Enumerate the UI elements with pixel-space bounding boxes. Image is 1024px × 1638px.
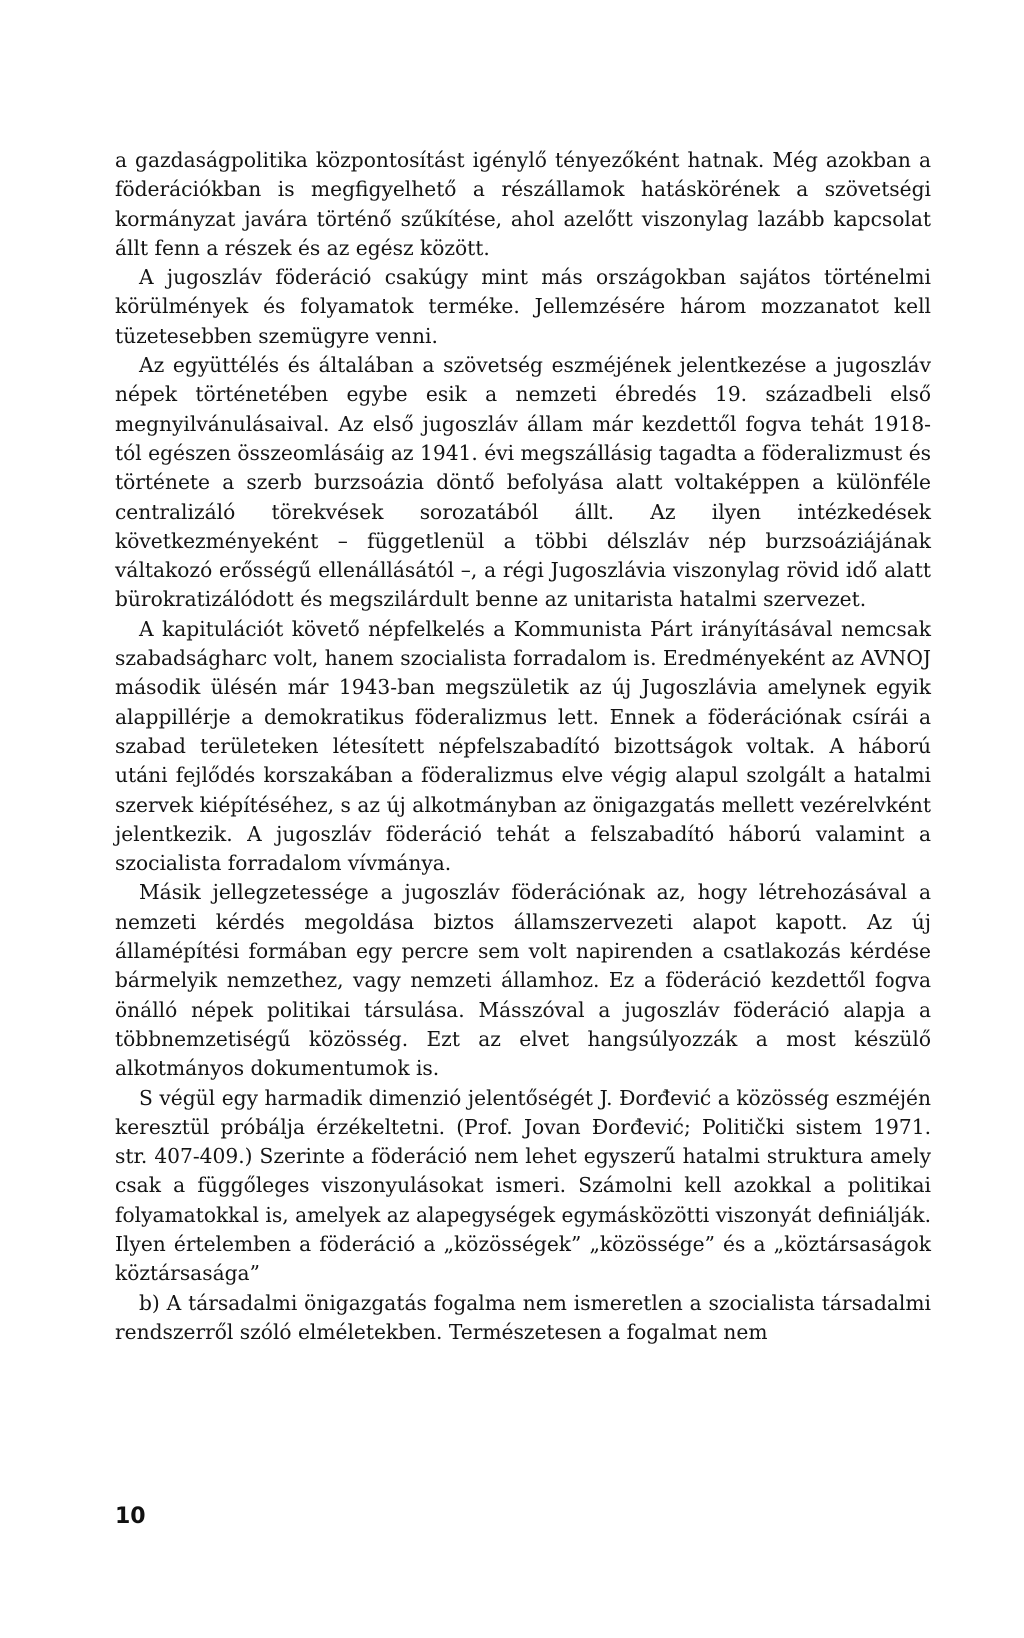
- paragraph-continuation: a gazdaságpolitika központosítást igénylő tényezőként hatnak. Még azokban a föderációkban is megfigyelhető a részállamok hatáskörének a szövetségi kormányzat javára történő szűkítése, ahol azelőtt viszonylag lazább kapcsolat állt fenn a részek és az egész között.: [115, 148, 931, 260]
- paragraph-third-dimension: S végül egy harmadik dimenzió jelentőségét J. Đorđević a közösség eszméjén keresztül próbálja érzékeltetni. (Prof. Jovan Đorđević; Politički sistem 1971. str. 407-409.) Szerinte a föderáció nem lehet egyszerű hatalmi struktura amely csak a függőleges viszonyulásokat ismeri. Számolni kell azokkal a politikai folyamatokkal is, amelyek az alapegységek egymásközötti viszonyát definiálják. Ilyen értelemben a föderáció a „közösségek” „közössége” és a „köztársaságok köztársasága”: [115, 1085, 931, 1286]
- paragraph-second-characteristic: Másik jellegzetessége a jugoszláv föderációnak az, hogy létrehozásával a nemzeti kérdés megoldása biztos államszervezeti alapot kapott. Az új államépítési formában egy percre sem volt napirenden a csatlakozás kérdése bármelyik nemzethez, vagy nemzeti államhoz. Ez a föderáció kezdettől fogva önálló népek politikai társulása. Másszóval a jugoszláv föderáció alapja a többnemzetiségű közösség. Ezt az elvet hangsúlyozzák a most készülő alkotmányos dokumentumok is.: [115, 880, 931, 1081]
- paragraph-capitulation: A kapitulációt követő népfelkelés a Kommunista Párt irányításával nemcsak szabadságharc volt, hanem szocialista forradalom is. Eredményeként az AVNOJ második ülésén már 1943-ban megszületik az új Jugoszlávia amelynek egyik alappillérje a demokratikus föderalizmus lett. Ennek a föderációnak csírái a szabad területeken létesített népfelszabadító bizottságok voltak. A háború utáni fejlődés korszakában a föderalizmus elve végig alapul szolgált a hatalmi szervek kiépítéséhez, s az új alkotmányban az önigazgatás mellett vezérelvként jelentkezik. A jugoszláv föderáció tehát a felszabadító háború valamint a szocialista forradalom vívmánya.: [115, 616, 931, 876]
- page-number: 10: [115, 1504, 146, 1529]
- body-text: [115, 146, 931, 1347]
- paragraph-yugoslav-federation: A jugoszláv föderáció csakúgy mint más országokban sajátos történelmi körülmények és folyamatok terméke. Jellemzésére három mozzanatot kell tüzetesebben szemügyre venni.: [115, 265, 931, 348]
- paragraph-self-management: b) A társadalmi önigazgatás fogalma nem ismeretlen a szocialista társadalmi rendszerről szóló elméletekben. Természetesen a fogalmat nem: [115, 1290, 931, 1344]
- paragraph-coexistence: Az együttélés és általában a szövetség eszméjének jelentkezése a jugoszláv népek történetében egybe esik a nemzeti ébredés 19. századbeli első megnyilvánulásaival. Az első jugoszláv állam már kezdettől fogva tehát 1918-tól egészen összeomlásáig az 1941. évi megszállásig tagadta a föderalizmust és története a szerb burzsoázia döntő befolyása alatt voltaképpen a különféle centralizáló törekvések sorozatából állt. Az ilyen intézkedések következményeként – függetlenül a többi délszláv nép burzsoáziájának váltakozó erősségű ellenállásától –, a régi Jugoszlávia viszonylag rövid idő alatt bürokratizálódott és megszilárdult benne az unitarista hatalmi szervezet.: [115, 353, 931, 612]
